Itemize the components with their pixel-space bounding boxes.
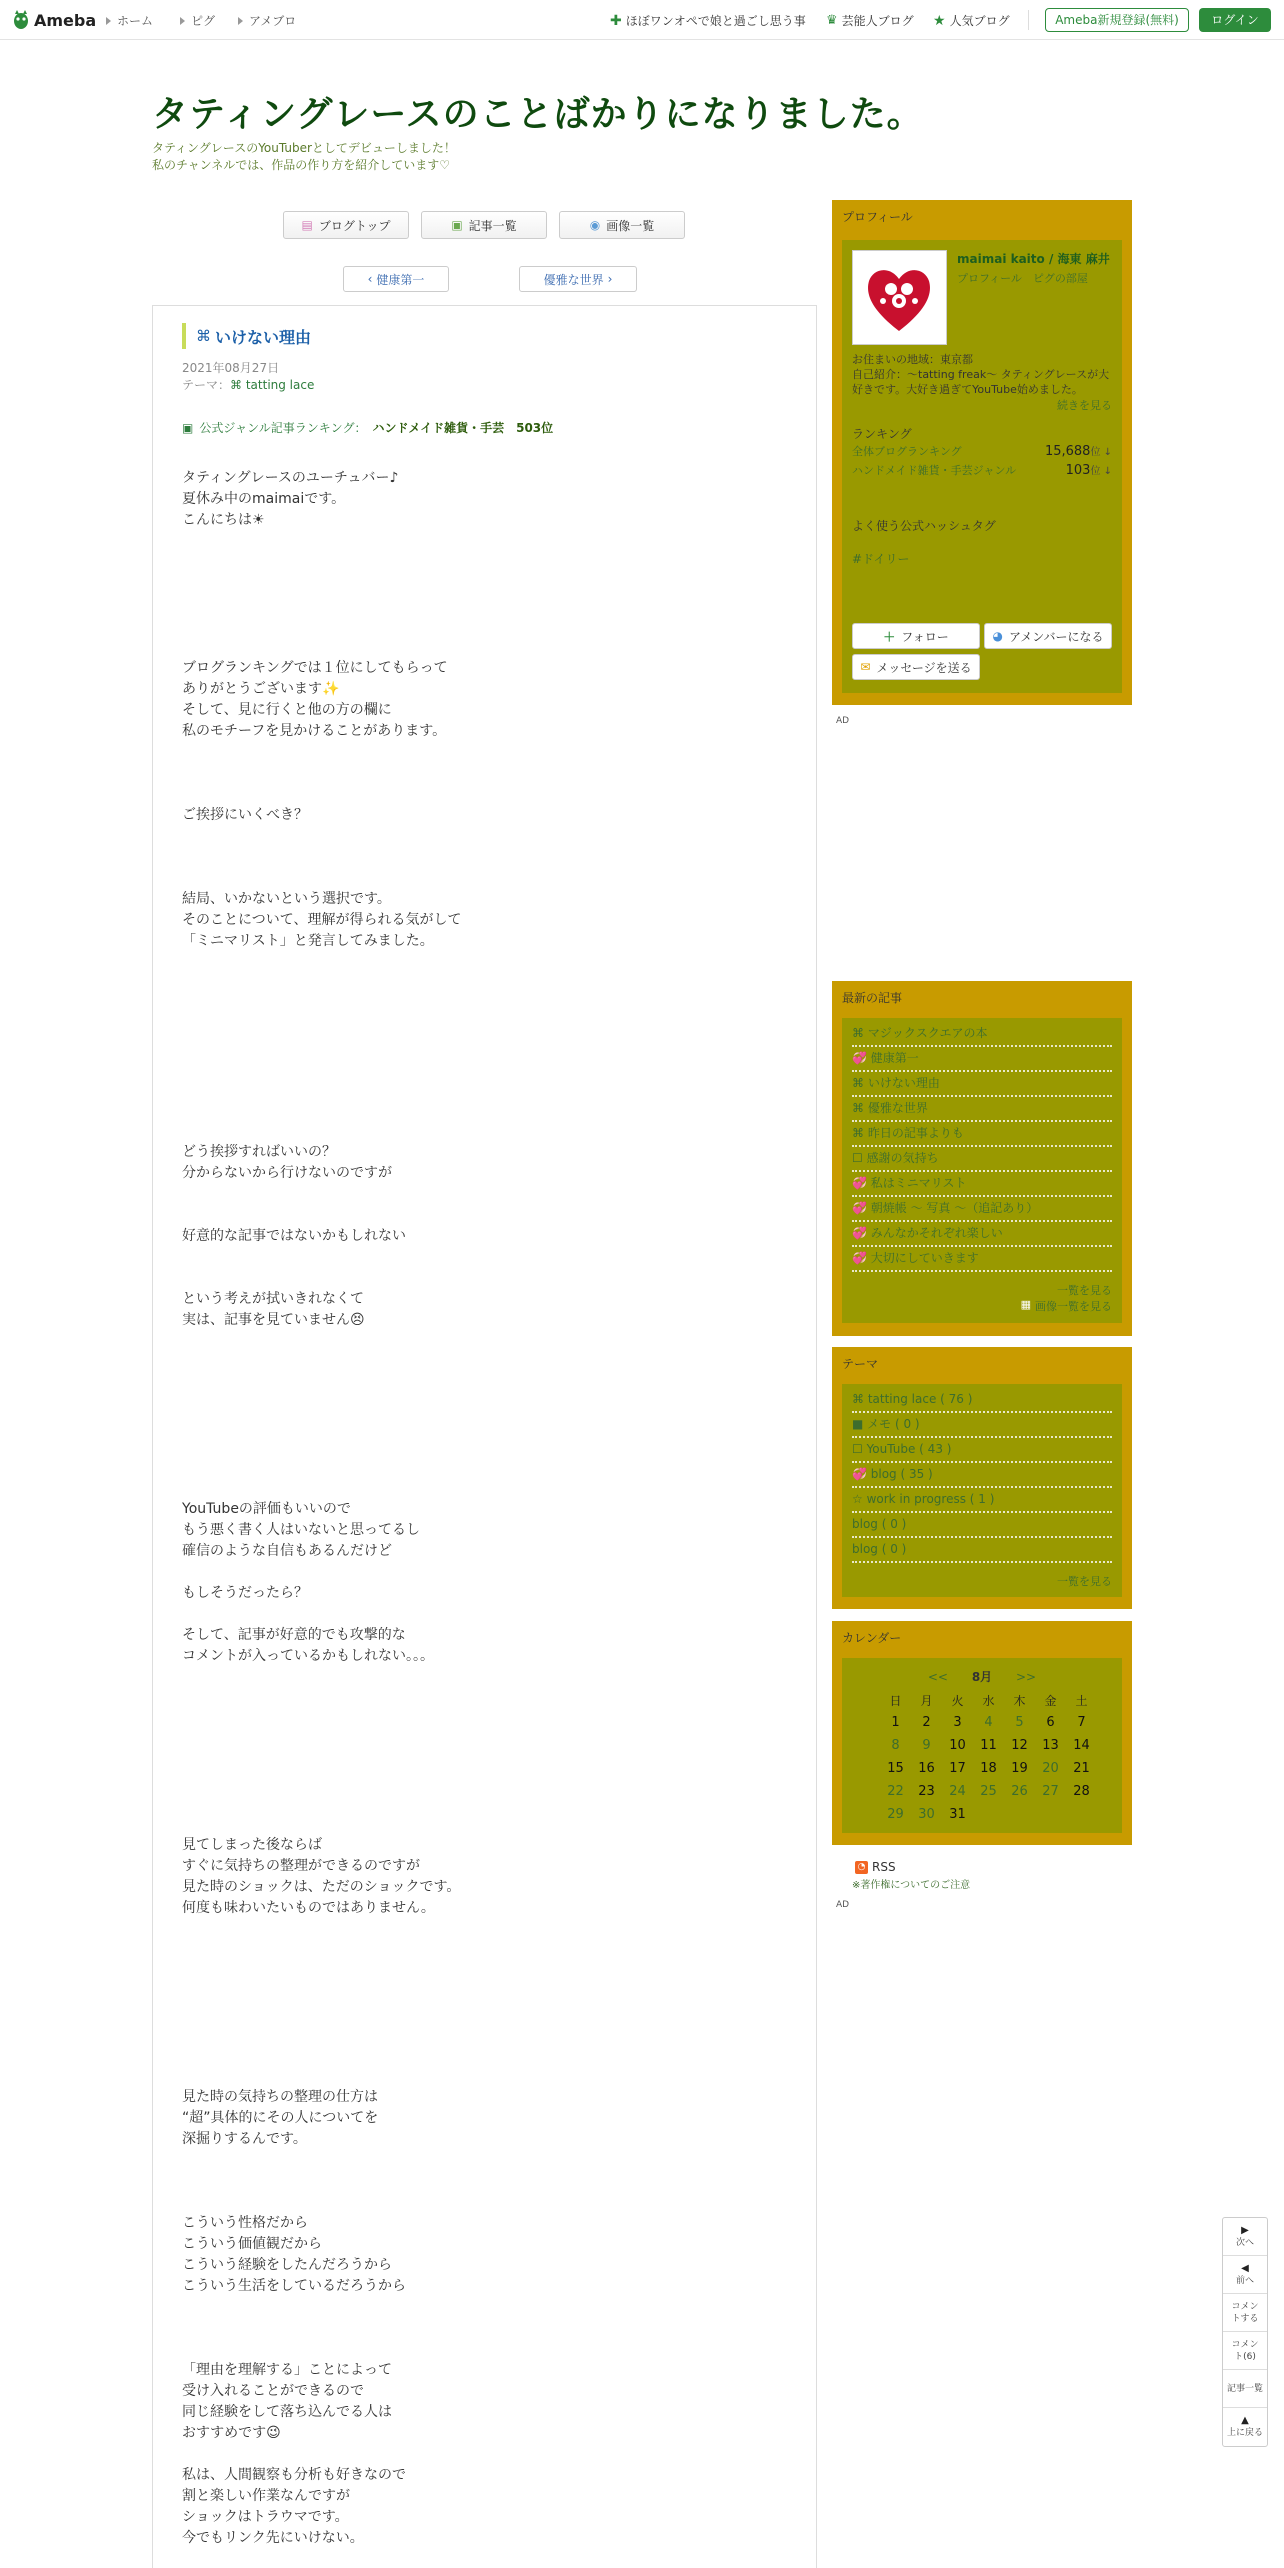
calendar-box [832,1621,1132,1845]
theme-link[interactable]: ⌘ tatting lace ( 76 ) [852,1388,1112,1413]
chevron-right-icon: › [607,272,613,286]
calendar-month: 8月 [971,1670,993,1684]
play-icon: ▶ [1241,2224,1249,2236]
calendar-weekday: 金 [1044,1694,1057,1708]
ranking-row[interactable] [852,462,1112,478]
plus-icon: ✚ [610,12,622,29]
entry-paragraph: 見た時の気持ちの整理の仕方は “超”具体的にその人についてを 深掘りするんです。 [182,2089,379,2147]
next-label: 次へ [1235,2237,1254,2248]
nav-home-label: ホーム [117,14,154,28]
calendar-day: 10 [949,1738,966,1753]
entry-paragraph: タティングレースのユーチュバー♪ 夏休み中のmaimaiです。 こんにちは☀ [182,470,399,528]
next-button[interactable] [1223,2218,1267,2256]
entry-title-wrap [182,323,311,349]
star-icon: ★ [933,12,946,29]
entry-paragraph: YouTubeの評価もいいので もう悪く書く人はいないと思ってるし 確信のような自信もあるんだけど [182,1501,420,1559]
calendar-day: 11 [980,1738,997,1753]
prev-entry-label: 健康第一 [376,272,425,287]
recent-post-link[interactable]: ⌘ マジックスクエアの本 [852,1022,1112,1047]
crown-icon: ♛ [826,13,838,28]
lace-icon: ⌘ [230,378,246,392]
ameba-logo[interactable] [12,8,96,32]
comment-count-button[interactable] [1223,2332,1267,2370]
calendar-day: 19 [1011,1761,1028,1776]
entry-paragraph: という考えが拭いきれなくて 実は、記事を見ていません😣 [182,1291,365,1328]
calendar-day: 17 [949,1761,966,1776]
ameba-mascot-icon [12,9,30,31]
calendar-day[interactable]: 29 [887,1807,904,1822]
calendar-weekday: 木 [1013,1694,1026,1708]
calendar-weekday: 土 [1075,1694,1088,1708]
entry-paragraph: 結局、いかないという選択です。 そのことについて、理解が得られる気がして 「ミニマリスト」と発言してみました。 [182,891,462,949]
calendar-day[interactable]: 9 [922,1738,931,1753]
floating-nav [1222,2217,1268,2447]
chat-icon: ◕ [992,629,1004,643]
entry-paragraph: こういう性格だから こういう価値観だから こういう経験をしたんだろうから こういう生活をしているだろうから [182,2215,406,2294]
nav-home[interactable] [106,12,153,29]
entry-theme-link[interactable]: tatting lace [245,378,315,392]
prev-button[interactable] [1223,2256,1267,2294]
calendar-day: 7 [1077,1715,1086,1730]
calendar-weekday: 水 [982,1694,995,1708]
calendar-day[interactable]: 25 [980,1784,997,1799]
calendar-day[interactable]: 27 [1042,1784,1059,1799]
image-list-link[interactable] [1021,1298,1112,1314]
calendar-next-button[interactable]: >> [1016,1670,1037,1684]
rss-label: RSS [872,1860,896,1874]
themes-box [832,1347,1132,1609]
profile-name[interactable]: maimai kaito / 海東 麻井 [957,252,1110,266]
ranking-value: 15,688 [1044,444,1091,459]
calendar-nav [842,1668,1122,1685]
rss-link[interactable] [855,1860,896,1874]
global-header [0,0,1284,40]
header-link-popular-label: 人気ブログ [949,14,1010,28]
calendar-day: 31 [949,1807,966,1822]
theme-link[interactable]: 💞 blog ( 35 ) [852,1463,1112,1488]
ranking-label: ハンドメイド雑貨・手芸ジャンル [852,464,1017,477]
profile-text: お住まいの地域：東京都 自己紹介：〜tatting freak〜 タティングレースが大好きです。大好き過ぎてYouTube始めました。 [852,353,1110,396]
profile-inner [842,240,1122,693]
message-button[interactable] [852,654,980,680]
calendar-day[interactable]: 22 [887,1784,904,1799]
entry-paragraph: どう挨拶すればいいの？ 分からないから行けないのですが [182,1144,392,1181]
nav-pigg-label: ピグ [191,14,216,28]
follow-button[interactable] [852,623,980,649]
calendar-day: 14 [1073,1738,1090,1753]
calendar-day: 2 [922,1715,931,1730]
recent-post-link[interactable]: ☐ 感謝の気持ち [852,1147,1112,1172]
entry-paragraph: もしそうだったら？ [182,1585,308,1601]
next-entry-button[interactable] [519,266,637,292]
comment-button[interactable] [1223,2294,1267,2332]
header-divider [1028,10,1029,30]
next-entry-label: 優雅な世界 [543,272,604,287]
nav-ameblo-label: アメブロ [249,14,297,28]
entry-paragraph: 好意的な記事ではないかもしれない [182,1228,406,1244]
calendar-day: 6 [1046,1715,1055,1730]
calendar-weekday: 火 [951,1694,964,1708]
profile-heading: プロフィール [842,210,913,224]
calendar-day: 23 [918,1784,935,1799]
mail-icon: ✉ [860,660,871,674]
triangle-icon [238,17,243,25]
entry-paragraph: 見てしまった後ならば すぐに気持ちの整理ができるのですが 見た時のショックは、ただのショックです。 何度も味わいたいものではありません。 [182,1837,461,1916]
document-icon: ▣ [451,218,463,232]
hashtag-link[interactable]: #ドイリー [852,552,910,566]
genre-ranking-value: ハンドメイド雑貨・手芸 503位 [372,421,554,435]
entry-paragraph: 「理由を理解する」ことによって 受け入れることができるので 同じ経験をして落ち込んでる人は おすすめです😉 [182,2362,392,2441]
article-list-button[interactable] [421,211,547,239]
ranking-heading: ランキング [852,427,912,441]
back-to-top-label: 上に戻る [1226,2428,1263,2438]
ranking-row[interactable] [852,443,1112,459]
recent-more-link[interactable]: 一覧を見る [1057,1284,1112,1297]
ad-label: AD [836,1900,850,1910]
logo-text: Ameba [34,10,97,30]
calendar-day: 13 [1042,1738,1059,1753]
profile-box [832,200,1132,705]
recent-inner [842,1018,1122,1323]
camera-icon: ◉ [589,218,601,232]
entry-paragraph: そして、記事が好意的でも攻撃的な コメントが入っているかもしれない。。。 [182,1627,434,1664]
image-list-button[interactable] [559,211,685,239]
entry-theme-label: テーマ： [182,378,231,392]
recent-post-link[interactable]: 💞 大切にしていきます [852,1247,1112,1272]
entry-theme [182,376,314,393]
nav-pigg[interactable] [180,12,215,29]
hashtag-heading: よく使う公式ハッシュタグ [852,519,996,533]
header-link-popular[interactable] [933,12,1010,29]
triangle-icon [180,17,185,25]
prev-entry-button[interactable] [343,266,449,292]
login-button[interactable]: ログイン [1199,8,1271,32]
calendar-day: 18 [980,1761,997,1776]
genre-ranking[interactable] [182,419,553,436]
prev-label: 前へ [1235,2275,1254,2286]
ranking-label: 全体ブログランキング [852,445,962,458]
recent-post-link[interactable]: 💞 私はミニマリスト [852,1172,1112,1197]
header-link-topic[interactable] [610,12,806,29]
header-link-topic-label: ほぼワンオペで娘と過ごし思う事 [625,14,806,28]
blog-title[interactable]: タティングレースのことばかりになりました。 [152,94,924,135]
crown-small-icon: ▣ [182,420,194,435]
header-link-celebrity[interactable] [826,12,914,29]
article-list-label: 記事一覧 [468,218,517,233]
calendar-day: 3 [953,1715,962,1730]
nav-ameblo[interactable] [238,12,296,29]
entry-paragraph: ご挨拶にいくべき？ [182,807,308,823]
blog-top-label: ブログトップ [318,218,391,233]
calendar-day[interactable]: 8 [891,1738,900,1753]
comment-count-label: コメント(6) [1231,2339,1259,2362]
recent-post-link[interactable]: 💞 みんなかそれぞれ楽しい [852,1222,1112,1247]
ranking-unit: 位 ↓ [1090,447,1112,458]
amember-label: アメンバーになる [1009,629,1104,644]
theme-link[interactable]: blog ( 0 ) [852,1513,1112,1538]
entry-date: 2021年08月27日 [182,361,280,375]
theme-link[interactable]: ■ メモ ( 0 ) [852,1413,1112,1438]
home-icon: ▤ [301,218,313,232]
back-icon: ◀ [1241,2262,1249,2274]
themes-more-link[interactable]: 一覧を見る [1057,1575,1112,1588]
ranking-value: 103 [1065,463,1091,478]
genre-ranking-label: 公式ジャンル記事ランキング： [199,421,367,435]
blog-description-line1: タティングレースのYouTuberとしてデビューしました！ [152,141,456,155]
calendar-day: 16 [918,1761,935,1776]
recent-post-link[interactable]: ⌘ 優雅な世界 [852,1097,1112,1122]
blog-top-button[interactable] [283,211,409,239]
calendar-day[interactable]: 4 [984,1715,993,1730]
article-list-float-label: 記事一覧 [1226,2383,1263,2394]
signup-button[interactable]: Ameba新規登録(無料) [1045,8,1189,32]
calendar-day[interactable]: 30 [918,1807,935,1822]
entry-title[interactable]: いけない理由 [215,327,312,347]
image-icon: ▦ [1020,1298,1031,1311]
message-label: メッセージを送る [876,660,972,675]
theme-link[interactable]: ☐ YouTube ( 43 ) [852,1438,1112,1463]
entry-paragraph: ブログランキングでは１位にしてもらって ありがとうございます✨ そして、見に行くと他の方の欄に 私のモチーフを見かけることがあります。 [182,660,448,739]
calendar-inner [842,1658,1122,1833]
amember-button[interactable] [984,623,1112,649]
calendar-day[interactable]: 20 [1042,1761,1059,1776]
calendar-weekday: 日 [889,1694,902,1708]
copyright-note-link[interactable]: ※著作権についてのご注意 [852,1880,971,1891]
rss-icon: ◔ [855,1861,868,1874]
entry-paragraph: 私は、人間観察も分析も好きなので 割と楽しい作業なんですが ショックはトラウマです。 今でもリンク先にいけない。 [182,2467,406,2546]
calendar-day[interactable]: 24 [949,1784,966,1799]
calendar-day: 12 [1011,1738,1028,1753]
calendar-day[interactable]: 5 [1015,1715,1024,1730]
lace-icon: ⌘ [196,327,211,345]
article [152,305,817,2568]
follow-label: フォロー [901,629,949,644]
recent-post-link[interactable]: ⌘ いけない理由 [852,1072,1112,1097]
blog-description-line2: 私のチャンネルでは、作品の作り方を紹介しています♡ [152,158,451,172]
calendar-day: 15 [887,1761,904,1776]
profile-links[interactable]: プロフィール ピグの部屋 [957,272,1088,285]
recent-posts-box [832,981,1132,1336]
up-arrow-icon: ▲ [1241,2415,1249,2426]
blog-description [152,140,456,174]
calendar-prev-button[interactable]: << [927,1670,948,1684]
image-list-label: 画像一覧 [606,218,655,233]
ranking-unit: 位 ↓ [1090,466,1112,477]
profile-more-link[interactable]: 続きを見る [1057,399,1112,412]
ad-label: AD [836,716,850,726]
theme-link[interactable]: blog ( 0 ) [852,1538,1112,1563]
image-list-link-label: 画像一覧を見る [1035,1300,1112,1313]
recent-post-link[interactable]: 💞 朝焼帳 〜 写真 〜（追記あり） [852,1197,1112,1222]
recent-heading: 最新の記事 [842,991,903,1005]
recent-post-link[interactable]: 💞 健康第一 [852,1047,1112,1072]
profile-avatar[interactable] [852,250,947,345]
themes-inner [842,1384,1122,1597]
lace-heart-icon [853,251,946,344]
theme-link[interactable]: ☆ work in progress ( 1 ) [852,1488,1112,1513]
triangle-icon [106,17,111,25]
chevron-left-icon: ‹ [367,272,373,286]
calendar-day[interactable]: 26 [1011,1784,1028,1799]
back-to-top-button[interactable] [1223,2408,1267,2446]
calendar-weekday: 月 [920,1694,933,1708]
calendar-day: 1 [891,1715,900,1730]
comment-label: コメントする [1231,2301,1259,2324]
plus-icon: ＋ [883,629,896,644]
calendar-day: 21 [1073,1761,1090,1776]
calendar-day: 28 [1073,1784,1090,1799]
calendar-heading: カレンダー [842,1631,902,1645]
header-link-celebrity-label: 芸能人ブログ [841,14,914,28]
recent-post-link[interactable]: ⌘ 昨日の記事よりも [852,1122,1112,1147]
themes-heading: テーマ [842,1357,879,1371]
article-list-float-button[interactable] [1223,2370,1267,2408]
